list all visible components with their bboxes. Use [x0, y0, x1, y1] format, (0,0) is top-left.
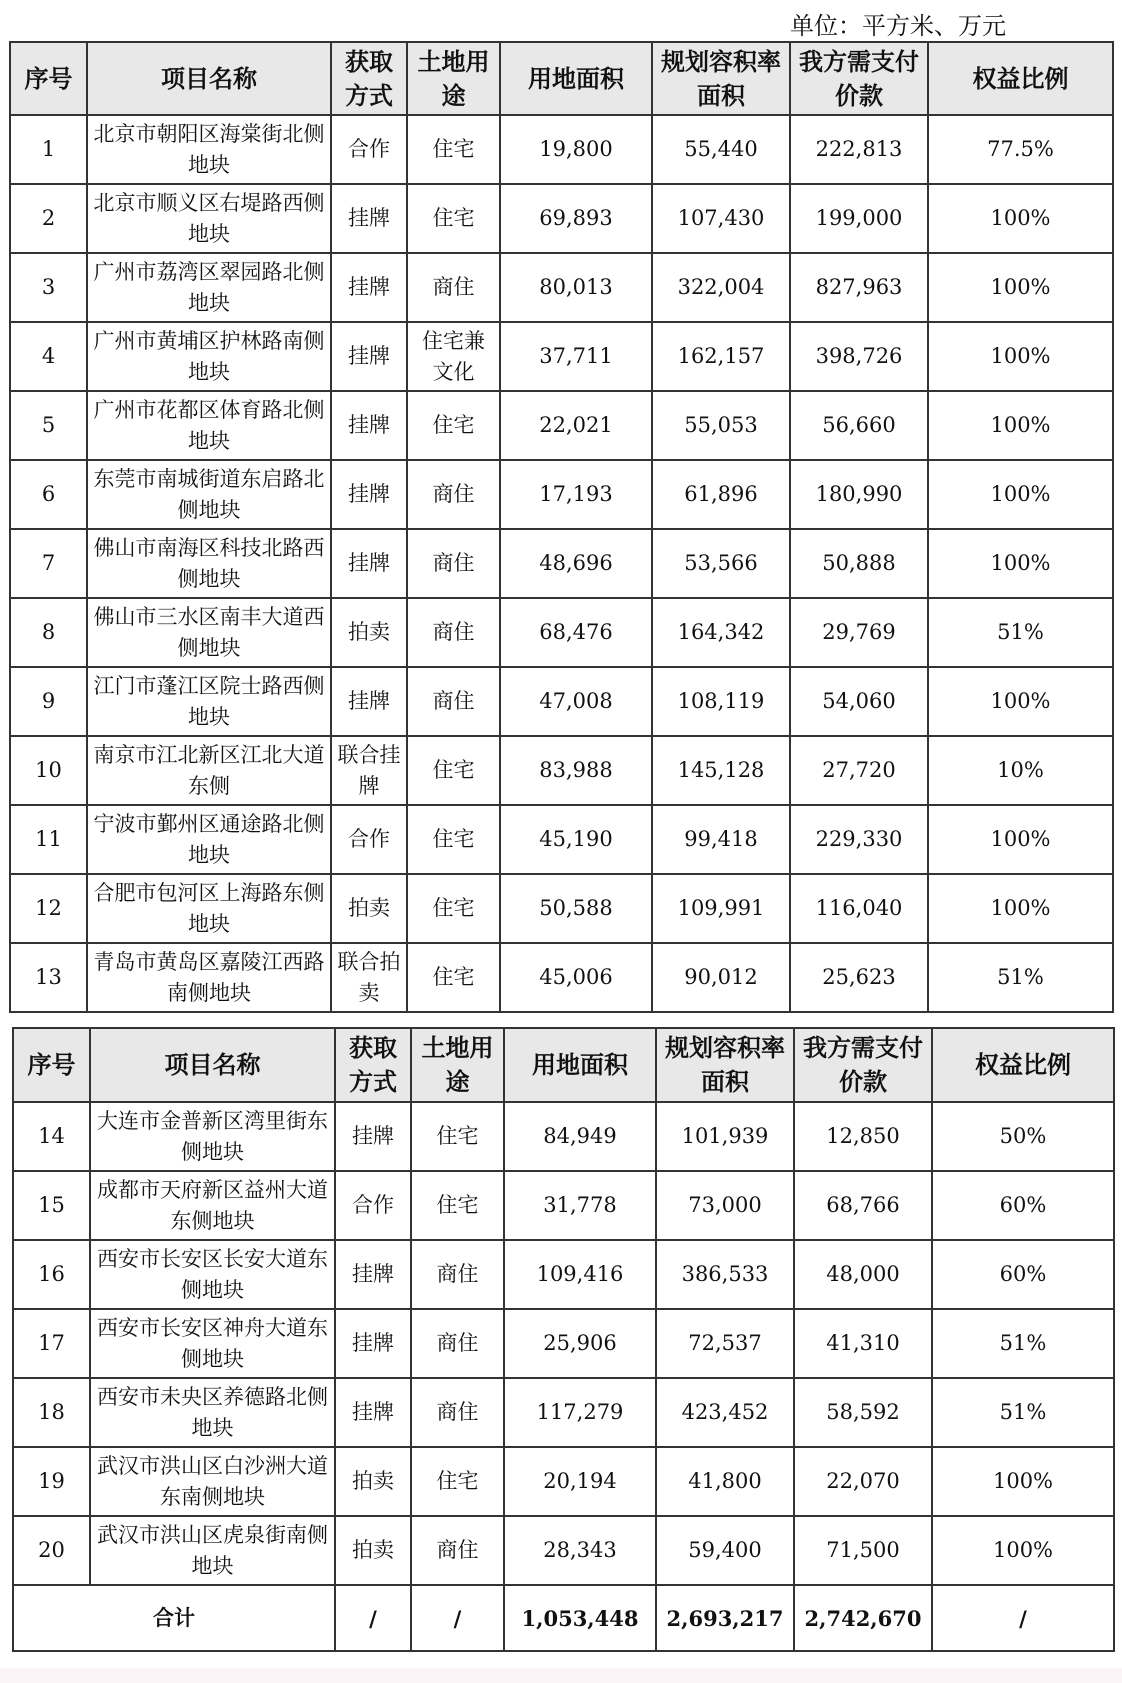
cell-method: 拍卖 — [331, 598, 407, 667]
cell-method: 拍卖 — [335, 1447, 411, 1516]
cell-project-name: 南京市江北新区江北大道东侧 — [87, 736, 331, 805]
cell-equity: 60% — [932, 1240, 1114, 1309]
cell-equity: 100% — [932, 1516, 1114, 1585]
cell-land-use: 住宅 — [407, 805, 500, 874]
cell-no: 12 — [10, 874, 87, 943]
cell-plot-area: 61,896 — [652, 460, 790, 529]
cell-equity: 100% — [932, 1447, 1114, 1516]
header-land-use: 土地用途 — [411, 1028, 504, 1102]
cell-project-name: 北京市顺义区右堤路西侧地块 — [87, 184, 331, 253]
cell-method: 挂牌 — [335, 1378, 411, 1447]
table-row — [13, 1378, 1114, 1447]
cell-land-use: 住宅 — [411, 1102, 504, 1171]
cell-method: 合作 — [335, 1171, 411, 1240]
cell-area: 84,949 — [504, 1102, 656, 1171]
cell-project-name: 西安市未央区养德路北侧地块 — [90, 1378, 335, 1447]
cell-method: 挂牌 — [331, 184, 407, 253]
cell-equity: 100% — [928, 667, 1113, 736]
header-no: 序号 — [10, 42, 87, 115]
cell-equity: 100% — [928, 391, 1113, 460]
cell-plot-area: 72,537 — [656, 1309, 794, 1378]
cell-area: 22,021 — [500, 391, 652, 460]
header-plot-area: 规划容积率面积 — [652, 42, 790, 115]
header-project-name: 项目名称 — [90, 1028, 335, 1102]
cell-no: 17 — [13, 1309, 90, 1378]
cell-land-use: 住宅 — [411, 1447, 504, 1516]
cell-project-name: 佛山市南海区科技北路西侧地块 — [87, 529, 331, 598]
cell-equity: 51% — [928, 943, 1113, 1012]
cell-method: 挂牌 — [331, 667, 407, 736]
cell-area: 68,476 — [500, 598, 652, 667]
table-row — [10, 253, 1113, 322]
header-method: 获取方式 — [335, 1028, 411, 1102]
cell-plot-area: 162,157 — [652, 322, 790, 391]
cell-method: 挂牌 — [331, 391, 407, 460]
table-row — [10, 184, 1113, 253]
cell-project-name: 广州市黄埔区护林路南侧地块 — [87, 322, 331, 391]
cell-plot-area: 99,418 — [652, 805, 790, 874]
land-table-part-1 — [9, 41, 1114, 1013]
header-area: 用地面积 — [504, 1028, 656, 1102]
cell-payment: 222,813 — [790, 115, 928, 184]
cell-equity: 60% — [932, 1171, 1114, 1240]
cell-no: 4 — [10, 322, 87, 391]
table-row — [10, 529, 1113, 598]
cell-no: 15 — [13, 1171, 90, 1240]
cell-no: 20 — [13, 1516, 90, 1585]
cell-land-use: 商住 — [407, 529, 500, 598]
table-header-row — [10, 42, 1113, 115]
table-row — [13, 1102, 1114, 1171]
cell-no: 2 — [10, 184, 87, 253]
cell-land-use: 商住 — [407, 598, 500, 667]
cell-land-use: 住宅 — [407, 874, 500, 943]
cell-area: 83,988 — [500, 736, 652, 805]
cell-method: 联合挂牌 — [331, 736, 407, 805]
cell-area: 47,008 — [500, 667, 652, 736]
cell-method: 挂牌 — [331, 460, 407, 529]
cell-no: 11 — [10, 805, 87, 874]
cell-method: 挂牌 — [335, 1240, 411, 1309]
cell-project-name: 广州市花都区体育路北侧地块 — [87, 391, 331, 460]
cell-plot-area: 73,000 — [656, 1171, 794, 1240]
cell-project-name: 宁波市鄞州区通途路北侧地块 — [87, 805, 331, 874]
cell-project-name: 东莞市南城街道东启路北侧地块 — [87, 460, 331, 529]
cell-plot-area: 41,800 — [656, 1447, 794, 1516]
cell-land-use: 住宅 — [407, 184, 500, 253]
cell-method: 合作 — [331, 805, 407, 874]
cell-no: 18 — [13, 1378, 90, 1447]
cell-method: 挂牌 — [331, 322, 407, 391]
cell-payment: 22,070 — [794, 1447, 932, 1516]
cell-project-name: 西安市长安区长安大道东侧地块 — [90, 1240, 335, 1309]
cell-area: 19,800 — [500, 115, 652, 184]
cell-equity: 51% — [928, 598, 1113, 667]
cell-project-name: 江门市蓬江区院士路西侧地块 — [87, 667, 331, 736]
page-footer-band — [0, 1668, 1122, 1683]
cell-equity: 50% — [932, 1102, 1114, 1171]
cell-payment: 229,330 — [790, 805, 928, 874]
total-row — [13, 1585, 1114, 1651]
cell-payment: 199,000 — [790, 184, 928, 253]
cell-no: 3 — [10, 253, 87, 322]
cell-plot-area: 145,128 — [652, 736, 790, 805]
cell-land-use: 商住 — [411, 1378, 504, 1447]
cell-method: 拍卖 — [331, 874, 407, 943]
cell-equity: 51% — [932, 1378, 1114, 1447]
cell-area: 31,778 — [504, 1171, 656, 1240]
cell-land-use: 商住 — [407, 460, 500, 529]
cell-payment: 58,592 — [794, 1378, 932, 1447]
cell-no: 13 — [10, 943, 87, 1012]
cell-plot-area: 423,452 — [656, 1378, 794, 1447]
cell-area: 25,906 — [504, 1309, 656, 1378]
cell-land-use: 商住 — [411, 1309, 504, 1378]
header-payment: 我方需支付价款 — [790, 42, 928, 115]
cell-land-use: 住宅 — [407, 943, 500, 1012]
cell-equity: 100% — [928, 874, 1113, 943]
cell-payment: 56,660 — [790, 391, 928, 460]
table-row — [10, 460, 1113, 529]
table-row — [10, 667, 1113, 736]
cell-no: 10 — [10, 736, 87, 805]
cell-method: 合作 — [331, 115, 407, 184]
cell-plot-area: 55,440 — [652, 115, 790, 184]
cell-method: 挂牌 — [335, 1102, 411, 1171]
total-equity: / — [932, 1585, 1114, 1651]
cell-area: 28,343 — [504, 1516, 656, 1585]
cell-payment: 54,060 — [790, 667, 928, 736]
cell-plot-area: 386,533 — [656, 1240, 794, 1309]
land-table-part-2 — [12, 1027, 1115, 1652]
cell-equity: 100% — [928, 253, 1113, 322]
cell-plot-area: 53,566 — [652, 529, 790, 598]
cell-payment: 116,040 — [790, 874, 928, 943]
header-land-use: 土地用途 — [407, 42, 500, 115]
cell-payment: 180,990 — [790, 460, 928, 529]
cell-project-name: 武汉市洪山区白沙洲大道东南侧地块 — [90, 1447, 335, 1516]
cell-equity: 51% — [932, 1309, 1114, 1378]
table-row — [13, 1447, 1114, 1516]
total-method: / — [335, 1585, 411, 1651]
cell-project-name: 广州市荔湾区翠园路北侧地块 — [87, 253, 331, 322]
cell-no: 6 — [10, 460, 87, 529]
cell-land-use: 住宅 — [407, 115, 500, 184]
cell-no: 19 — [13, 1447, 90, 1516]
table-row — [13, 1309, 1114, 1378]
total-payment: 2,742,670 — [794, 1585, 932, 1651]
cell-land-use: 商住 — [407, 253, 500, 322]
cell-land-use: 住宅兼文化 — [407, 322, 500, 391]
cell-area: 45,006 — [500, 943, 652, 1012]
table-row — [10, 391, 1113, 460]
table-row — [13, 1516, 1114, 1585]
total-land-use: / — [411, 1585, 504, 1651]
cell-no: 8 — [10, 598, 87, 667]
table-row — [13, 1240, 1114, 1309]
cell-equity: 100% — [928, 184, 1113, 253]
cell-no: 5 — [10, 391, 87, 460]
table-row — [10, 736, 1113, 805]
header-project-name: 项目名称 — [87, 42, 331, 115]
header-equity: 权益比例 — [932, 1028, 1114, 1102]
header-equity: 权益比例 — [928, 42, 1113, 115]
cell-plot-area: 90,012 — [652, 943, 790, 1012]
cell-payment: 27,720 — [790, 736, 928, 805]
cell-plot-area: 107,430 — [652, 184, 790, 253]
table-row — [13, 1171, 1114, 1240]
cell-land-use: 商住 — [411, 1240, 504, 1309]
cell-plot-area: 55,053 — [652, 391, 790, 460]
total-label: 合计 — [13, 1585, 335, 1651]
cell-equity: 100% — [928, 322, 1113, 391]
table-row — [10, 943, 1113, 1012]
cell-payment: 12,850 — [794, 1102, 932, 1171]
cell-project-name: 西安市长安区神舟大道东侧地块 — [90, 1309, 335, 1378]
table-row — [10, 805, 1113, 874]
unit-note: 单位：平方米、万元 — [790, 12, 1006, 40]
cell-plot-area: 109,991 — [652, 874, 790, 943]
cell-project-name: 大连市金普新区湾里街东侧地块 — [90, 1102, 335, 1171]
cell-payment: 398,726 — [790, 322, 928, 391]
cell-project-name: 北京市朝阳区海棠街北侧地块 — [87, 115, 331, 184]
cell-plot-area: 59,400 — [656, 1516, 794, 1585]
cell-payment: 71,500 — [794, 1516, 932, 1585]
cell-project-name: 合肥市包河区上海路东侧地块 — [87, 874, 331, 943]
header-area: 用地面积 — [500, 42, 652, 115]
cell-equity: 77.5% — [928, 115, 1113, 184]
cell-no: 9 — [10, 667, 87, 736]
cell-area: 48,696 — [500, 529, 652, 598]
cell-land-use: 住宅 — [411, 1171, 504, 1240]
cell-payment: 41,310 — [794, 1309, 932, 1378]
cell-area: 17,193 — [500, 460, 652, 529]
cell-project-name: 成都市天府新区益州大道东侧地块 — [90, 1171, 335, 1240]
cell-payment: 50,888 — [790, 529, 928, 598]
header-method: 获取方式 — [331, 42, 407, 115]
cell-land-use: 住宅 — [407, 391, 500, 460]
cell-method: 挂牌 — [331, 253, 407, 322]
cell-no: 1 — [10, 115, 87, 184]
cell-area: 109,416 — [504, 1240, 656, 1309]
cell-area: 37,711 — [500, 322, 652, 391]
table-row — [10, 322, 1113, 391]
header-payment: 我方需支付价款 — [794, 1028, 932, 1102]
table-header-row — [13, 1028, 1114, 1102]
cell-equity: 100% — [928, 460, 1113, 529]
table-row — [10, 115, 1113, 184]
cell-land-use: 住宅 — [407, 736, 500, 805]
cell-method: 拍卖 — [335, 1516, 411, 1585]
cell-plot-area: 101,939 — [656, 1102, 794, 1171]
cell-no: 7 — [10, 529, 87, 598]
cell-payment: 25,623 — [790, 943, 928, 1012]
cell-payment: 48,000 — [794, 1240, 932, 1309]
cell-equity: 100% — [928, 529, 1113, 598]
cell-equity: 100% — [928, 805, 1113, 874]
cell-area: 80,013 — [500, 253, 652, 322]
cell-area: 45,190 — [500, 805, 652, 874]
cell-no: 16 — [13, 1240, 90, 1309]
cell-project-name: 青岛市黄岛区嘉陵江西路南侧地块 — [87, 943, 331, 1012]
header-no: 序号 — [13, 1028, 90, 1102]
cell-payment: 827,963 — [790, 253, 928, 322]
cell-area: 117,279 — [504, 1378, 656, 1447]
cell-area: 20,194 — [504, 1447, 656, 1516]
cell-method: 挂牌 — [331, 529, 407, 598]
cell-project-name: 佛山市三水区南丰大道西侧地块 — [87, 598, 331, 667]
cell-equity: 10% — [928, 736, 1113, 805]
table-row — [10, 874, 1113, 943]
cell-plot-area: 164,342 — [652, 598, 790, 667]
cell-area: 50,588 — [500, 874, 652, 943]
cell-area: 69,893 — [500, 184, 652, 253]
header-plot-area: 规划容积率面积 — [656, 1028, 794, 1102]
cell-land-use: 商住 — [407, 667, 500, 736]
cell-land-use: 商住 — [411, 1516, 504, 1585]
cell-method: 挂牌 — [335, 1309, 411, 1378]
cell-plot-area: 108,119 — [652, 667, 790, 736]
cell-plot-area: 322,004 — [652, 253, 790, 322]
table-row — [10, 598, 1113, 667]
total-plot-area: 2,693,217 — [656, 1585, 794, 1651]
cell-method: 联合拍卖 — [331, 943, 407, 1012]
cell-project-name: 武汉市洪山区虎泉街南侧地块 — [90, 1516, 335, 1585]
cell-no: 14 — [13, 1102, 90, 1171]
cell-payment: 29,769 — [790, 598, 928, 667]
total-area: 1,053,448 — [504, 1585, 656, 1651]
cell-payment: 68,766 — [794, 1171, 932, 1240]
